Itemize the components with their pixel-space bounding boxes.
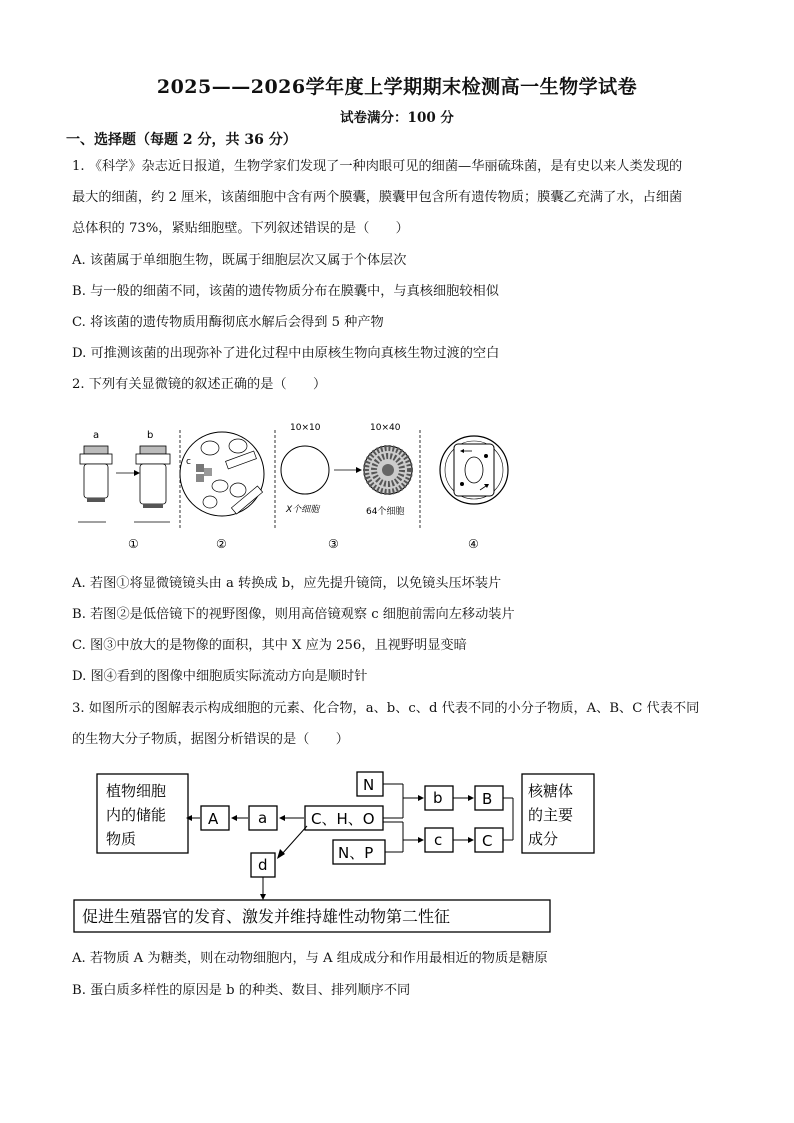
q3-stem-line1: 3. 如图所示的图解表示构成细胞的元素、化合物，a、b、c、d 代表不同的小分子物质，A、B、C 代表不同 [72, 701, 700, 716]
q1-stem-line1: 1. 《科学》杂志近日报道，生物学家们发现了一种肉眼可见的细菌—华丽硫珠菌，是有史以来人类发现的 [72, 159, 683, 174]
macro-A-label: A [208, 810, 219, 828]
q1-option-d: D. 可推测该菌的出现弥补了进化过程中由原核生物向真核生物过渡的空白 [72, 346, 500, 361]
q2-stem: 2. 下列有关显微镜的叙述正确的是（ ） [72, 377, 327, 392]
field-of-view-3 [281, 423, 412, 517]
lens-b-label: b [147, 430, 154, 441]
objective-lens-a [80, 430, 112, 502]
q3-stem-line2: 的生物大分子物质，据图分析错误的是（ ） [72, 732, 349, 747]
q3-option-a: A. 若物质 A 为糖类，则在动物细胞内，与 A 组成成分和作用最相近的物质是糖原 [72, 951, 548, 966]
macro-B-label: B [482, 790, 493, 808]
small-c-label: c [434, 831, 443, 849]
elements-CHO-label: C、H、O [311, 810, 375, 828]
score-line: 试卷满分：100 分 [340, 110, 454, 126]
ribosome-box-line2: 的主要 [528, 806, 574, 824]
microscope-figure [70, 418, 530, 558]
q2-option-d: D. 图④看到的图像中细胞质实际流动方向是顺时针 [72, 669, 368, 684]
field-of-view-4 [440, 436, 508, 504]
small-a-label: a [258, 809, 268, 827]
magnification-high: 10×40 [370, 423, 401, 433]
q2-option-b: B. 若图②是低倍镜下的视野图像，则用高倍镜观察 c 细胞前需向左移动装片 [72, 607, 515, 622]
macro-C-label: C [482, 832, 493, 850]
elements-NP-label: N、P [338, 844, 374, 862]
figure-label-2: ② [216, 537, 227, 551]
magnification-low: 10×10 [290, 423, 321, 433]
objective-lens-b [136, 430, 170, 508]
small-d-label: d [258, 856, 268, 874]
q1-option-b: B. 与一般的细菌不同，该菌的遗传物质分布在膜囊中，与真核细胞较相似 [72, 284, 499, 299]
q1-stem-line2: 最大的细菌，约 2 厘米，该菌细胞中含有两个膜囊，膜囊甲包含所有遗传物质；膜囊乙充满了水，占细菌 [72, 190, 683, 205]
q2-option-c: C. 图③中放大的是物像的面积，其中 X 应为 256，且视野明显变暗 [72, 638, 467, 653]
field-of-view-2 [180, 432, 264, 516]
element-N-label: N [363, 776, 375, 794]
q2-option-a: A. 若图①将显微镜镜头由 a 转换成 b，应先提升镜筒，以免镜头压坏装片 [72, 576, 502, 591]
cells-x-label: X个细胞 [286, 505, 320, 515]
page-title: 2025——2026学年度上学期期末检测高一生物学试卷 [156, 76, 638, 98]
compound-diagram [70, 762, 574, 934]
hormone-function-label: 促进生殖器官的发育、激发并维持雄性动物第二性征 [82, 907, 451, 926]
section-heading: 一、选择题（每题 2 分，共 36 分） [66, 132, 297, 148]
figure-label-3: ③ [328, 537, 339, 551]
small-b-label: b [433, 789, 443, 807]
cell-c-label: c [186, 457, 191, 467]
q1-option-a: A. 该菌属于单细胞生物，既属于细胞层次又属于个体层次 [72, 253, 407, 268]
cells-64-label: 64个细胞 [366, 507, 405, 517]
figure-label-1: ① [128, 537, 139, 551]
figure-label-4: ④ [468, 537, 479, 551]
ribosome-box-line3: 成分 [528, 830, 559, 848]
lens-a-label: a [93, 430, 100, 441]
ribosome-box-line1: 核糖体 [528, 782, 574, 800]
plant-box-line3: 物质 [106, 830, 137, 848]
plant-box-line2: 内的储能 [106, 806, 167, 824]
q1-stem-line3: 总体积的 73%，紧贴细胞壁。下列叙述错误的是（ ） [72, 221, 409, 236]
plant-box-line1: 植物细胞 [106, 782, 167, 800]
q3-option-b: B. 蛋白质多样性的原因是 b 的种类、数目、排列顺序不同 [72, 983, 411, 998]
q1-option-c: C. 将该菌的遗传物质用酶彻底水解后会得到 5 种产物 [72, 315, 384, 330]
